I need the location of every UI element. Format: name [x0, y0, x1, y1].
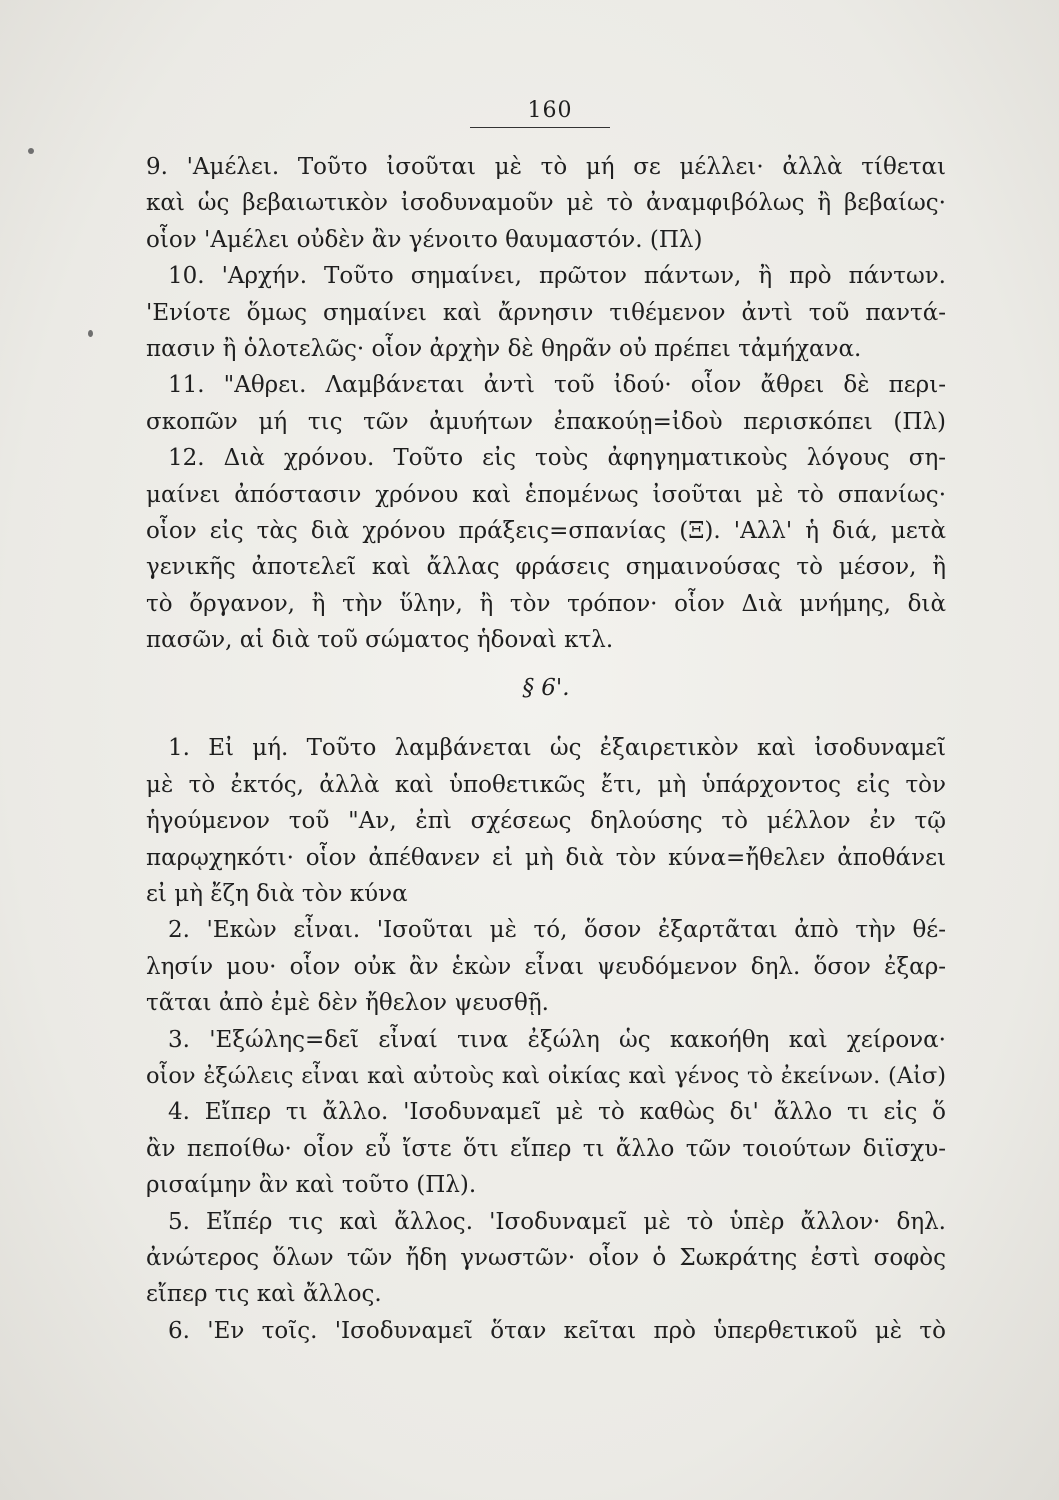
text-line: μὲ τὸ ἐκτός, ἀλλὰ καὶ ὑποθετικῶς ἔτι, μὴ ὑπάρχοντος εἰς τὸν — [146, 771, 946, 798]
text-line: σκοπῶν μή τις τῶν ἀμυήτων ἐπακούῃ=ἰδοὺ περισκόπει (Πλ) — [146, 408, 946, 435]
text-line: 2. 'Εκὼν εἶναι. 'Ισοῦται μὲ τό, ὅσον ἐξαρτᾶται ἀπὸ τὴν θέ- — [168, 917, 946, 944]
text-line: 1. Εἰ μή. Τοῦτο λαμβάνεται ὡς ἐξαιρετικὸν καὶ ἰσοδυναμεῖ — [168, 735, 946, 762]
text-line: γενικῆς ἀποτελεῖ καὶ ἄλλας φράσεις σημαινούσας τὸ μέσον, ἢ — [146, 554, 946, 581]
text-line: 10. 'Αρχήν. Τοῦτο σημαίνει, πρῶτον πάντων, ἢ πρὸ πάντων. — [168, 263, 946, 290]
page-number: 160 — [527, 98, 573, 123]
text-line: οἷον εἰς τὰς διὰ χρόνου πράξεις=σπανίας (Ξ). 'Αλλ' ἡ διά, μετὰ — [146, 517, 946, 544]
text-line: πασιν ἢ ὁλοτελῶς· οἷον ἀρχὴν δὲ θηρᾶν οὐ πρέπει τἀμήχανα. — [146, 335, 862, 362]
text-line: πασῶν, αἱ διὰ τοῦ σώματος ἡδοναὶ κτλ. — [146, 627, 614, 654]
header-rule — [470, 127, 610, 128]
text-line: 5. Εἴπέρ τις καὶ ἄλλος. 'Ισοδυναμεῖ μὲ τὸ ὑπὲρ ἄλλον· δηλ. — [168, 1208, 946, 1235]
text-line: 'Ενίοτε ὅμως σημαίνει καὶ ἄρνησιν τιθέμενον ἀντὶ τοῦ παντά- — [146, 299, 946, 326]
text-line: ρισαίμην ἂν καὶ τοῦτο (Πλ). — [146, 1172, 477, 1199]
text-line: ἂν πεποίθω· οἷον εὖ ἴστε ὅτι εἴπερ τι ἄλλο τῶν τοιούτων διϊσχυ- — [146, 1135, 946, 1162]
text-line: 6. 'Εν τοῖς. 'Ισοδυναμεῖ ὅταν κεῖται πρὸ ὑπερθετικοῦ μὲ τὸ — [168, 1317, 946, 1344]
text-line: παρῳχηκότι· οἷον ἀπέθανεν εἰ μὴ διὰ τὸν κύνα=ἤθελεν ἀποθάνει — [146, 844, 946, 871]
section-heading: § 6'. — [522, 675, 570, 702]
text-line: λησίν μου· οἷον οὐκ ἂν ἑκὼν εἶναι ψευδόμενον δηλ. ὅσον ἐξαρ- — [146, 953, 946, 980]
text-line: 4. Εἴπερ τι ἄλλο. 'Ισοδυναμεῖ μὲ τὸ καθὼς δι' ἄλλο τι εἰς ὅ — [168, 1099, 946, 1126]
text-line: 9. 'Αμέλει. Τοῦτο ἰσοῦται μὲ τὸ μή σε μέλλει· ἀλλὰ τίθεται — [146, 154, 946, 180]
text-line: εἰ μὴ ἔζη διὰ τὸν κύνα — [146, 881, 408, 908]
text-line: οἷον 'Αμέλει οὐδὲν ἂν γένοιτο θαυμαστόν. (Πλ) — [146, 226, 703, 253]
text-line: 11. "Αθρει. Λαμβάνεται ἀντὶ τοῦ ἰδού· οἷον ἄθρει δὲ περι- — [168, 372, 946, 399]
text-line: ἡγούμενον τοῦ "Αν, ἐπὶ σχέσεως δηλούσης τὸ μέλλον ἐν τῷ — [146, 808, 946, 835]
text-line: τᾶται ἀπὸ ἐμὲ δὲν ἤθελον ψευσθῇ. — [146, 990, 549, 1017]
text-line: τὸ ὄργανον, ἢ τὴν ὕλην, ἢ τὸν τρόπον· οἷον Διὰ μνήμης, διὰ — [146, 590, 946, 617]
paper-speck — [28, 148, 34, 154]
body-text — [146, 149, 946, 1349]
text-line: 12. Διὰ χρόνου. Τοῦτο εἰς τοὺς ἀφηγηματικοὺς λόγους ση- — [168, 445, 946, 472]
text-line: οἷον ἐξώλεις εἶναι καὶ αὐτοὺς καὶ οἰκίας καὶ γένος τὸ ἐκείνων. (Αἰσ) — [146, 1062, 946, 1089]
paper-speck — [88, 330, 93, 337]
text-line: μαίνει ἀπόστασιν χρόνου καὶ ἑπομένως ἰσοῦται μὲ τὸ σπανίως· — [146, 481, 946, 508]
text-line: εἴπερ τις καὶ ἄλλος. — [146, 1281, 382, 1308]
spacer — [146, 710, 946, 730]
text-line: καὶ ὡς βεβαιωτικὸν ἰσοδυναμοῦν μὲ τὸ ἀναμφιβόλως ἢ βεβαίως· — [146, 190, 946, 217]
text-line: ἀνώτερος ὅλων τῶν ἤδη γνωστῶν· οἷον ὁ Σωκράτης ἐστὶ σοφὸς — [146, 1244, 946, 1271]
text-line: 3. 'Εξώλης=δεῖ εἶναί τινα ἐξώλη ὡς κακοήθη καὶ χείρονα· — [168, 1026, 946, 1053]
